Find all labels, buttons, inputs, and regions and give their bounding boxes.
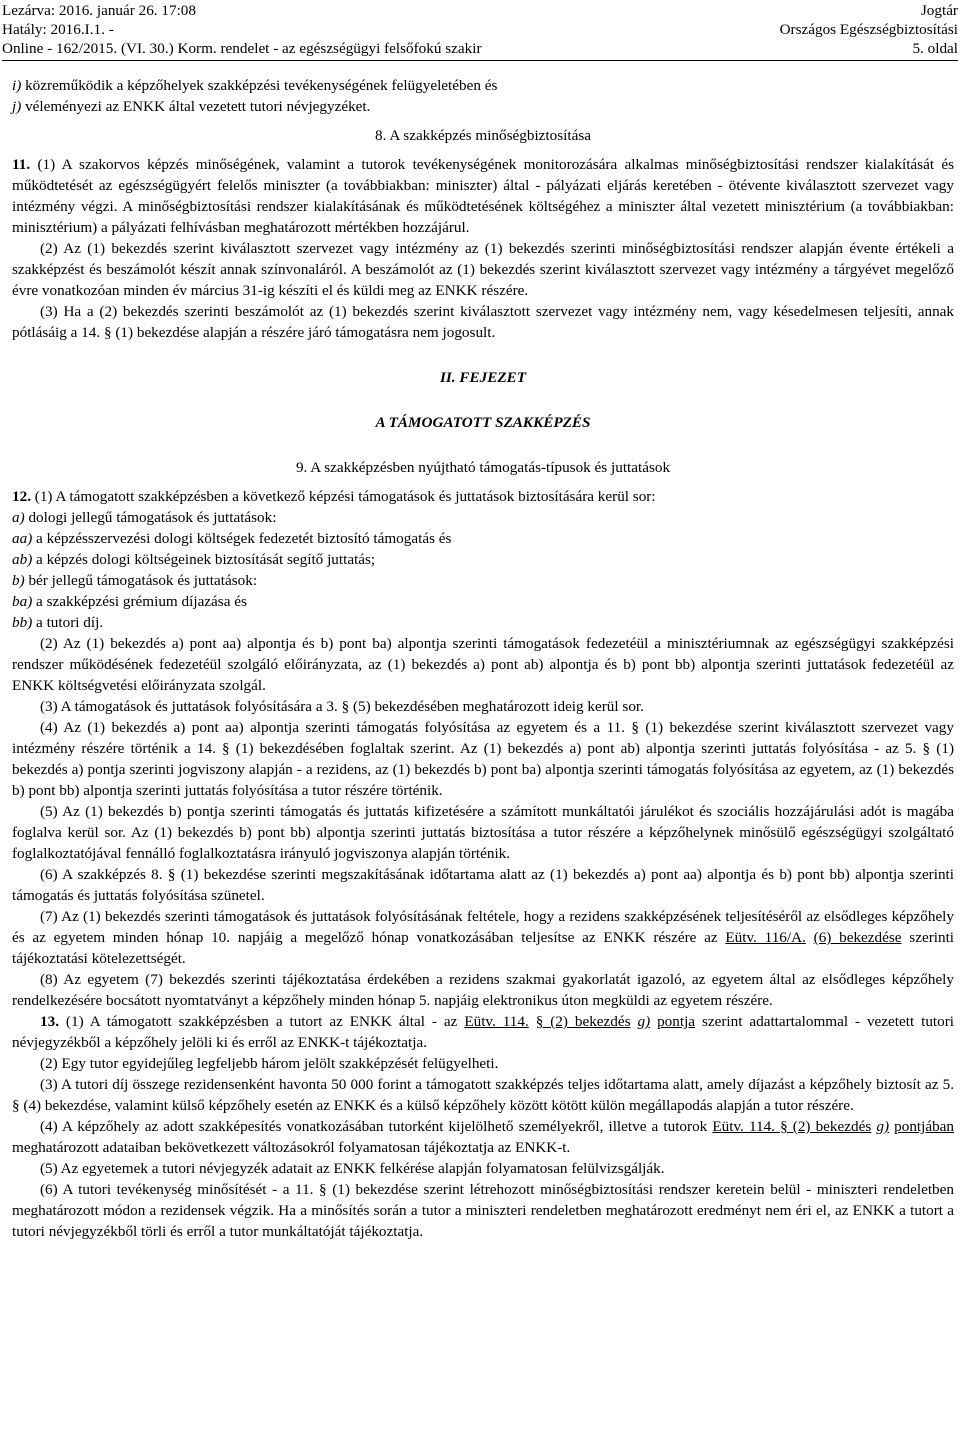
s12-list-bb: bb) a tutori díj. bbox=[12, 614, 104, 631]
eutv-114-paragraph-2-link[interactable]: Eütv. 114. § (2) bekezdés bbox=[712, 1118, 872, 1135]
item-j: j) véleményezi az ENKK által vezetett tutori névjegyzéket. bbox=[12, 98, 371, 115]
paragraph-2-link[interactable]: § (2) bekezdés bbox=[535, 1013, 631, 1030]
header-rule bbox=[2, 60, 958, 61]
header-institution: Országos Egészségbiztosítási bbox=[779, 21, 958, 38]
item-i: i) közreműködik a képzőhelyek szakképzési tevékenységének felügyeletében és bbox=[12, 77, 498, 94]
point-g-link[interactable]: g) bbox=[637, 1013, 651, 1030]
s12-list-b: b) bér jellegű támogatások és juttatások: bbox=[12, 572, 258, 589]
paragraph-6-link[interactable]: (6) bekezdése bbox=[813, 929, 902, 946]
s13-paragraph-2: (2) Egy tutor egyidejűleg legfeljebb három jelölt szakképzését felügyelheti. bbox=[40, 1055, 499, 1072]
header-page-number: 5. oldal bbox=[912, 40, 958, 57]
eutv-114-link[interactable]: Eütv. 114. bbox=[464, 1013, 529, 1030]
header-document-title: Online - 162/2015. (VI. 30.) Korm. rendelet - az egészségügyi felsőfokú szakir bbox=[2, 40, 482, 57]
chapter-number: II. FEJEZET bbox=[439, 369, 527, 386]
s12-list-ab: ab) a képzés dologi költségeinek biztosítását segítő juttatás; bbox=[12, 551, 376, 568]
s13-paragraph-1: 13. (1) A támogatott szakképzésben a tutort az ENKK által - az Eütv. 114. § (2) bekezdés g) pontja szerint adattartalommal - vezetett tutori névjegyzékből a képzőhely jelöli ki és erről az ENKK-t tájékoztatja. bbox=[12, 1013, 955, 1051]
s12-paragraph-4: (4) Az (1) bekezdés a) pont aa) alpontja szerinti támogatás folyósítása az egyetem és a 11. § (1) bekezdése szerint kiválasztott szervezet vagy intézmény részére történik a 14. § (1) bekezdésében foglaltak szerint. Az (1) bekezdés a) pont ab) alpontja szerinti juttatás folyósítása - az 5. § (1) bekezdés a) pontja szerinti jogviszony alapján - a rezidens, az (1) bekezdés b) pont ba) alpontja szerinti támogatás folyósítása az egyetem, az (1) bekezdés b) pont bb) alpontja szerinti juttatás folyósítása a tutor részére történik. bbox=[12, 719, 954, 799]
eutv-116a-link[interactable]: Eütv. 116/A. bbox=[725, 929, 806, 946]
s12-paragraph-6: (6) A szakképzés 8. § (1) bekezdése szerinti megszakításának időtartama alatt az (1) bekezdés a) pont aa) alpontja és b) pont bb) alpontja szerinti támogatás és juttatás folyósítása szünetel. bbox=[12, 866, 954, 904]
s13-paragraph-6: (6) A tutori tevékenység minősítését - a 11. § (1) bekezdése szerint létrehozott minőségbiztosítási rendszer keretein belül - miniszteri rendeletben meghatározott módon a rezidensek végzik. Ha a minősítés során a tutor a miniszteri rendeletben meghatározott eredményt nem éri el, az ENKK a tutort a tutori névjegyzékből törli és erről a tutor munkáltatóját tájékoztatja. bbox=[12, 1181, 954, 1240]
header-publisher: Jogtár bbox=[920, 2, 958, 19]
pontja-link[interactable]: pontja bbox=[657, 1013, 696, 1030]
header-effective: Hatály: 2016.I.1. - bbox=[2, 21, 114, 38]
s12-list-ba: ba) a szakképzési grémium díjazása és bbox=[12, 593, 247, 610]
s12-paragraph-1: 12. (1) A támogatott szakképzésben a következő képzési támogatások és juttatások biztosítására kerül sor: bbox=[12, 488, 656, 505]
header-closed-date: Lezárva: 2016. január 26. 17:08 bbox=[2, 2, 196, 19]
page-header bbox=[2, 0, 958, 60]
s11-paragraph-1: 11. (1) A szakorvos képzés minőségének, valamint a tutorok tevékenységének monitorozására alkalmas minőségbiztosítási rendszer kialakítását és működtetését az egészségügyért felelős miniszter (a továbbiakban: miniszter) által - pályázati eljárás keretében - ötévente kiválasztott szervezet vagy intézmény végzi. A minőségbiztosítási rendszer kialakításának és működtetésének költségéhez a miniszter által vezetett minisztérium (a továbbiakban: minisztérium) a pályázati felhívásban meghatározott mértékben hozzájárul. bbox=[12, 156, 954, 236]
section-8-title: 8. A szakképzés minőségbiztosítása bbox=[375, 127, 591, 144]
point-g-link-2[interactable]: g) bbox=[876, 1118, 890, 1135]
s13-paragraph-4: (4) A képzőhely az adott szakképesítés vonatkozásában tutorként kijelölhető személyekről, illetve a tutorok Eütv. 114. § (2) bekezdés g) pontjában meghatározott adataiban bekövetkezett változásokról folyamatosan tájékoztatja az ENKK-t. bbox=[12, 1118, 955, 1156]
section-9-title: 9. A szakképzésben nyújtható támogatás-típusok és juttatások bbox=[295, 459, 671, 476]
s12-paragraph-8: (8) Az egyetem (7) bekezdés szerinti tájékoztatása érdekében a rezidens szakmai gyakorlatát igazoló, az egyetem által az elsődleges képzőhely rendelkezésére bocsátott nyomtatványt a képzőhely minden hónap 5. napjáig elektronikus úton megküldi az egyetem részére. bbox=[12, 971, 954, 1009]
s12-paragraph-5: (5) Az (1) bekezdés b) pontja szerinti támogatás és juttatás kifizetésére a számított munkáltatói járulékot és szociális hozzájárulási adót is magába foglalva kerül sor. Az (1) bekezdés b) pont bb) alpontja szerinti juttatás biztosítása a tutor részére a képzőhelynek minősülő egészségügyi szolgáltató foglalkoztatójával fennálló foglalkoztatásra irányuló jogviszonya alapján történik. bbox=[12, 803, 954, 862]
s12-paragraph-3: (3) A támogatások és juttatások folyósítására a 3. § (5) bekezdésében meghatározott ideig kerül sor. bbox=[40, 698, 644, 715]
header-right bbox=[780, 1, 958, 58]
s11-paragraph-3: (3) Ha a (2) bekezdés szerinti beszámolót az (1) bekezdés szerint kiválasztott szervezet vagy intézmény nem, vagy késedelmesen teljesíti, annak pótlásáig a 14. § (1) bekezdése alapján a részére járó támogatásra nem jogosult. bbox=[12, 303, 954, 341]
s11-paragraph-2: (2) Az (1) bekezdés szerint kiválasztott szervezet vagy intézmény az (1) bekezdés szerinti minőségbiztosítási rendszer alapján évente értékeli a szakképzést és beszámolót készít annak színvonaláról. A beszámolót az (1) bekezdés szerint kiválasztott szervezet vagy intézmény a tárgyévet megelőző évre vonatkozóan minden év március 31-ig készíti el és küldi meg az ENKK részére. bbox=[12, 240, 954, 299]
s13-paragraph-3: (3) A tutori díj összege rezidensenként havonta 50 000 forint a támogatott szakképzés teljes időtartama alatt, amely díjazást a képzőhely biztosít az 5. § (4) bekezdése, valamint külső képzőhely esetén az ENKK és a külső képzőhely között kötött külön megállapodás alapján a tutor részére. bbox=[12, 1076, 954, 1114]
document-body bbox=[12, 67, 954, 1242]
chapter-title: A TÁMOGATOTT SZAKKÉPZÉS bbox=[375, 414, 591, 431]
s12-paragraph-2: (2) Az (1) bekezdés a) pont aa) alpontja és b) pont ba) alpontja szerinti támogatások fedezetéül a minisztériumnak az egészségügyi szakképzési rendszer működésének fedezetéül szolgáló előirányzata, az (1) bekezdés a) pont ab) alpontja és b) pont bb) alpontja szerinti juttatások fedezetéül az ENKK költségvetési előirányzata szolgál. bbox=[12, 635, 954, 694]
pontjaban-link[interactable]: pontjában bbox=[894, 1118, 955, 1135]
header-left bbox=[2, 1, 482, 58]
s12-list-a: a) dologi jellegű támogatások és juttatások: bbox=[12, 509, 277, 526]
s12-list-aa: aa) a képzésszervezési dologi költségek fedezetét biztosító támogatás és bbox=[12, 530, 452, 547]
s13-paragraph-5: (5) Az egyetemek a tutori névjegyzék adatait az ENKK felkérése alapján folyamatosan felülvizsgálják. bbox=[40, 1160, 665, 1177]
s12-paragraph-7: (7) Az (1) bekezdés szerinti támogatások és juttatások folyósításának feltétele, hogy a rezidens szakképzésének teljesítéséről az elsődleges képzőhely és az egyetem minden hónap 10. napjáig a megelőző hónap vonatkozásában teljesítse az ENKK részére az Eütv. 116/A. (6) bekezdése szerinti tájékoztatási kötelezettségét. bbox=[12, 908, 955, 967]
